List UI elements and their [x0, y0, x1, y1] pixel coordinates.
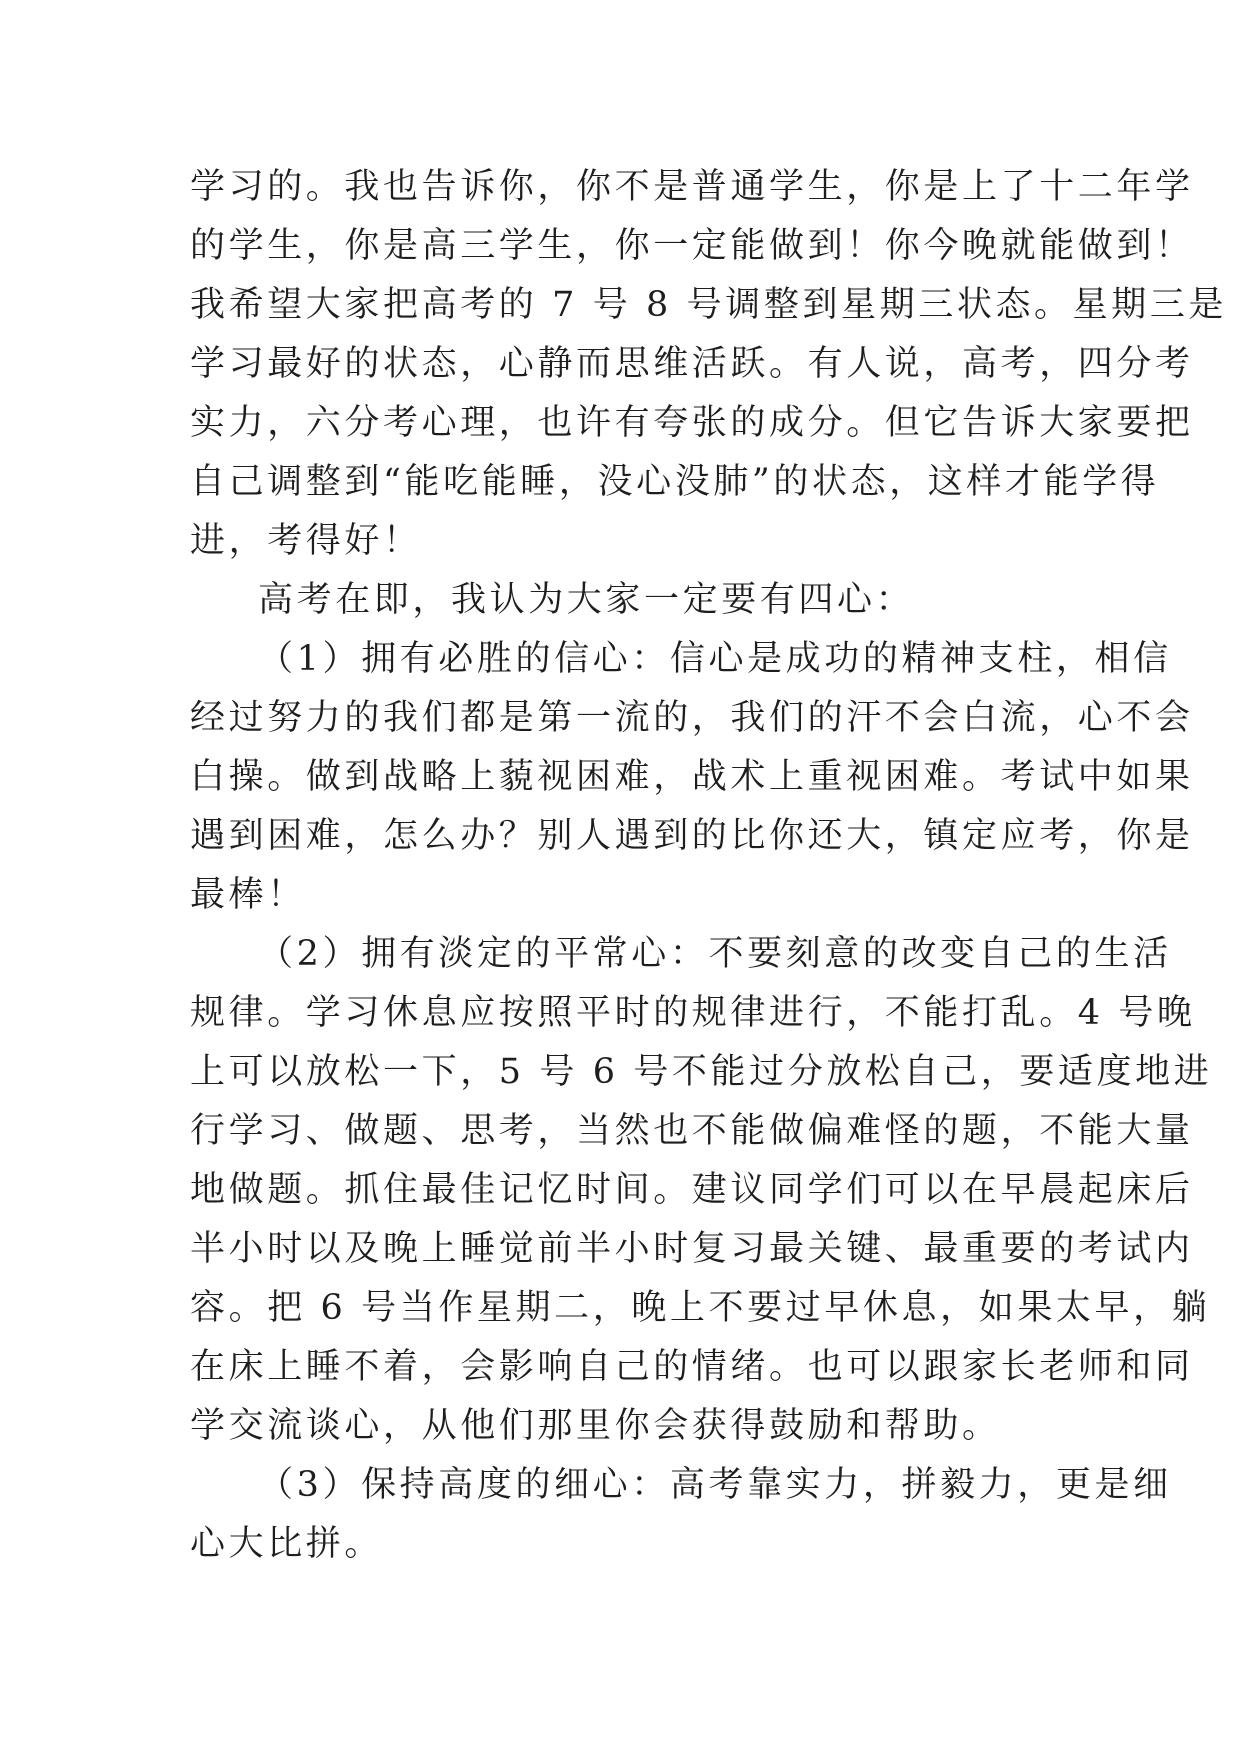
text-line: 遇到困难，怎么办？别人遇到的比你还大，镇定应考，你是	[190, 816, 1194, 856]
paragraph-first-line: （1）拥有必胜的信心：信心是成功的精神支柱，相信	[258, 639, 1172, 679]
text-line: 白操。做到战略上藐视困难，战术上重视困难。考试中如果	[190, 757, 1194, 797]
paragraph-first-line: 高考在即，我认为大家一定要有四心：	[258, 580, 915, 620]
text-line: 学交流谈心，从他们那里你会获得鼓励和帮助。	[190, 1406, 1001, 1446]
text-line: 在床上睡不着，会影响自己的情绪。也可以跟家长老师和同	[190, 1347, 1194, 1387]
text-line: 规律。学习休息应按照平时的规律进行，不能打乱。4 号晚	[190, 993, 1196, 1033]
text-line: 容。把 6 号当作星期二，晚上不要过早休息，如果太早，躺	[190, 1288, 1211, 1328]
paragraph-first-line: （3）保持高度的细心：高考靠实力，拼毅力，更是细	[258, 1465, 1172, 1505]
text-line: 心大比拼。	[190, 1524, 384, 1564]
text-line: 的学生，你是高三学生，你一定能做到！你今晚就能做到！	[190, 226, 1194, 266]
text-line: 半小时以及晚上睡觉前半小时复习最关键、最重要的考试内	[190, 1229, 1194, 1269]
text-line: 地做题。抓住最佳记忆时间。建议同学们可以在早晨起床后	[190, 1170, 1194, 1210]
text-line: 学习的。我也告诉你，你不是普通学生，你是上了十二年学	[190, 167, 1194, 207]
text-line: 上可以放松一下，5 号 6 号不能过分放松自己，要适度地进	[190, 1052, 1213, 1092]
text-line: 经过努力的我们都是第一流的，我们的汗不会白流，心不会	[190, 698, 1194, 738]
text-line: 我希望大家把高考的 7 号 8 号调整到星期三状态。星期三是	[190, 285, 1228, 325]
text-line: 实力，六分考心理，也许有夸张的成分。但它告诉大家要把	[190, 403, 1194, 443]
text-line: 最棒！	[190, 875, 306, 915]
text-line: 学习最好的状态，心静而思维活跃。有人说，高考，四分考	[190, 344, 1194, 384]
text-line: 自己调整到“能吃能睡，没心没肺”的状态，这样才能学得	[190, 462, 1160, 502]
paragraph-first-line: （2）拥有淡定的平常心：不要刻意的改变自己的生活	[258, 934, 1172, 974]
text-line: 进，考得好！	[190, 521, 422, 561]
text-line: 行学习、做题、思考，当然也不能做偏难怪的题，不能大量	[190, 1111, 1194, 1151]
